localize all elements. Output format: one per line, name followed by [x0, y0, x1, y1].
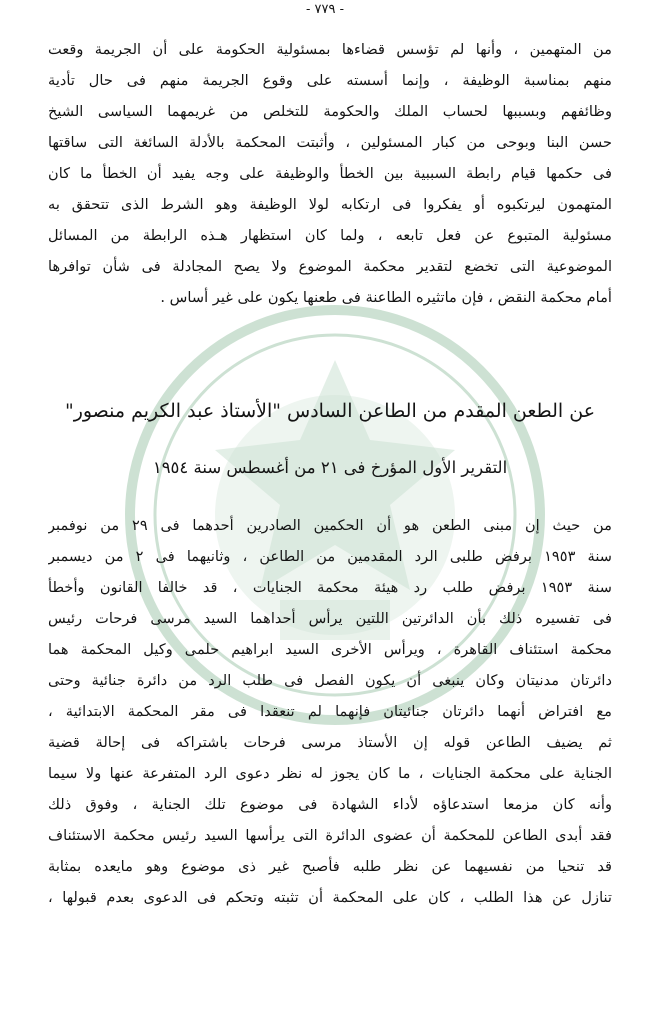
text-line: فى تفسيره ذلك بأن الدائرتين اللتين يرأس أحداهما السيد مرسى فرحات رئيس — [48, 610, 612, 627]
text-line: منهم بمناسبة الوظيفة ، وإنما أسسته على وقوع الجريمة منهم فى حال تأدية — [48, 72, 612, 89]
text-line: أمام محكمة النقض ، فإن ماتثيره الطاعنة فى طعنها يكون على غير أساس . — [160, 289, 612, 306]
text-line: من حيث إن مبنى الطعن هو أن الحكمين الصادرين أحدهما فى ٢٩ من نوفمبر — [48, 517, 612, 534]
page-number: - ٧٧٩ - — [305, 2, 344, 17]
report-date-heading: التقرير الأول المؤرخ فى ٢١ من أغسطس سنة ١٩٥٤ — [152, 458, 508, 477]
text-line: حسن البنا وبوحى من كبار المسئولين ، وأثبتت المحكمة بالأدلة السائغة التى ساقتها — [48, 134, 612, 151]
text-line: الموضوعية التى تخضع لتقدير محكمة الموضوع ولا يصح المجادلة فى شأن توافرها — [48, 258, 612, 275]
text-line: من المتهمين ، وأنها لم تؤسس قضاءها بمسئولية الحكومة على أن الجريمة وقعت — [48, 41, 612, 58]
paragraph-continued — [48, 34, 612, 313]
text-line: تنازل عن هذا الطلب ، كان على المحكمة أن تثبته وتحكم فى الدعوى بعدم قبولها ، — [48, 889, 612, 906]
text-line: سنة ١٩٥٣ برفض طلب رد هيئة محكمة الجنايات ، قد خالفا القانون وأخطأ — [48, 579, 612, 596]
text-line: وظائفهم وبسببها لحساب الملك والحكومة للتخلص من غريمهما السياسى الشيخ — [48, 103, 612, 120]
text-line: وأنه كان مزمعا استدعاؤه لأداء الشهادة فى موضوع تلك الجناية ، وفوق ذلك — [48, 796, 612, 813]
text-line: مسئولية المتبوع عن فعل تابعه ، ولما كان استظهار هـذه الرابطة من المسائل — [48, 227, 612, 244]
text-line: دائرتان مدنيتان وكان ينبغى أن يكون الفصل فى طلب الرد من دائرة جنائية وحتى — [48, 672, 612, 689]
text-line: ثم يضيف الطاعن قوله إن الأستاذ مرسى فرحات باشتراكه فى إحالة قضية — [48, 734, 612, 751]
text-line: قد تنحيا من نفسيهما عن نظر طلبه فأصبح غير ذى موضوع وهو مايعده بمثابة — [48, 858, 612, 875]
text-line: محكمة استئناف القاهرة ، ويرأس الأخرى السيد ابراهيم حلمى وكيل المحكمة هما — [48, 641, 612, 658]
section-heading: عن الطعن المقدم من الطاعن السادس "الأستاذ عبد الكريم منصور" — [64, 400, 596, 422]
text-line: فى حكمها قيام رابطة السببية بين الخطأ والوظيفة على وجه يفيد أن الخطأ ما كان — [48, 165, 612, 182]
text-line: الجناية على محكمة الجنايات ، ما كان يجوز له نظر دعوى الرد المتفرعة عنها ولا سيما — [48, 765, 612, 782]
text-line: مع افتراض أنهما دائرتان جنائيتان فإنهما لم تنعقدا فى مقر المحكمة الابتدائية ، — [48, 703, 612, 720]
paragraph-appeal-grounds — [48, 510, 612, 913]
text-line: فقد أبدى الطاعن للمحكمة أن عضوى الدائرة التى يرأسها السيد رئيس محكمة الاستئناف — [48, 827, 612, 844]
text-line: سنة ١٩٥٣ برفض طلبى الرد المقدمين من الطاعن ، وثانيهما فى ٢ من ديسمبر — [48, 548, 612, 565]
text-line: المتهمون ليرتكبوه أو يفكروا فى ارتكابه لولا الوظيفة وهو الشرط الذى تتحقق به — [48, 196, 612, 213]
